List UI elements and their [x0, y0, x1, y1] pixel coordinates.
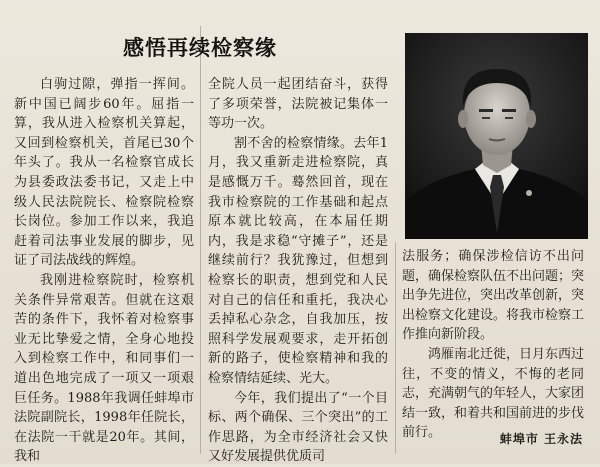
paragraph: 我刚进检察院时，检察机关条件异常艰苦。但就在这艰苦的条件下，我怀着对检察事业无比挚爱之情，全身心地投入到检察工作中，和同事们一道出色地完成了一项又一项艰巨任务。1988年我调任蚌埠市法院副院长，1998年任院长，在法院一干就是20年。其间，我和: [14, 272, 194, 465]
column-divider: [200, 26, 201, 454]
portrait-illustration: [405, 33, 588, 239]
author-byline: 蚌埠市 王永法: [499, 432, 583, 446]
author-portrait-photo: [405, 33, 588, 239]
article-column-1: [14, 75, 194, 467]
article-column-3: [402, 247, 584, 443]
paragraph: 全院人员一起团结奋斗，获得了多项荣誉，法院被记集体一等功一次。: [208, 77, 388, 132]
paragraph: 法服务；确保涉检信访不出问题，确保检察队伍不出问题；突出争先进位，突出改革创新，突出检察文化建设。将我市检察工作推向新阶段。: [402, 249, 585, 343]
paragraph: 今年，我们提出了“一个目标、两个确保、三个突出”的工作思路，为全市经济社会又快又好发展提供优质司: [208, 390, 388, 465]
column-divider: [395, 242, 396, 454]
article-title: 感悟再续检察缘: [123, 36, 277, 60]
article-column-2: [208, 75, 388, 467]
paragraph: 割不舍的检察情缘。去年1月，我又重新走进检察院，真是感慨万千。蓦然回首，现在我市检察院的工作基础和起点原本就比较高，在本届任期内，我是求稳“守摊子”，还是继续前行？我犹豫过，但想到检察长的职责，想到党和人民对自己的信任和重托，我决心丢掉私心杂念，自我加压，按照科学发展观要求，走开拓创新的路子，使检察精神和我的检察情结延续、光大。: [208, 135, 388, 386]
paragraph: 白驹过隙，弹指一挥间。新中国已阔步60年。屈指一算，我从进入检察机关算起，又回到检察机关，首尾已30个年头了。我从一名检察官成长为县委政法委书记，又走上中级人民法院院长、检察院检察长岗位。参加工作以来，我追赶着司法事业发展的脚步，见证了司法战线的辉煌。: [14, 77, 194, 269]
paragraph: 鸿雁南北迁徙，日月东西过往，不变的情义，不悔的老同志，充满朝气的年轻人，大家团结一致，和着共和国前进的步伐前行。: [402, 346, 585, 441]
